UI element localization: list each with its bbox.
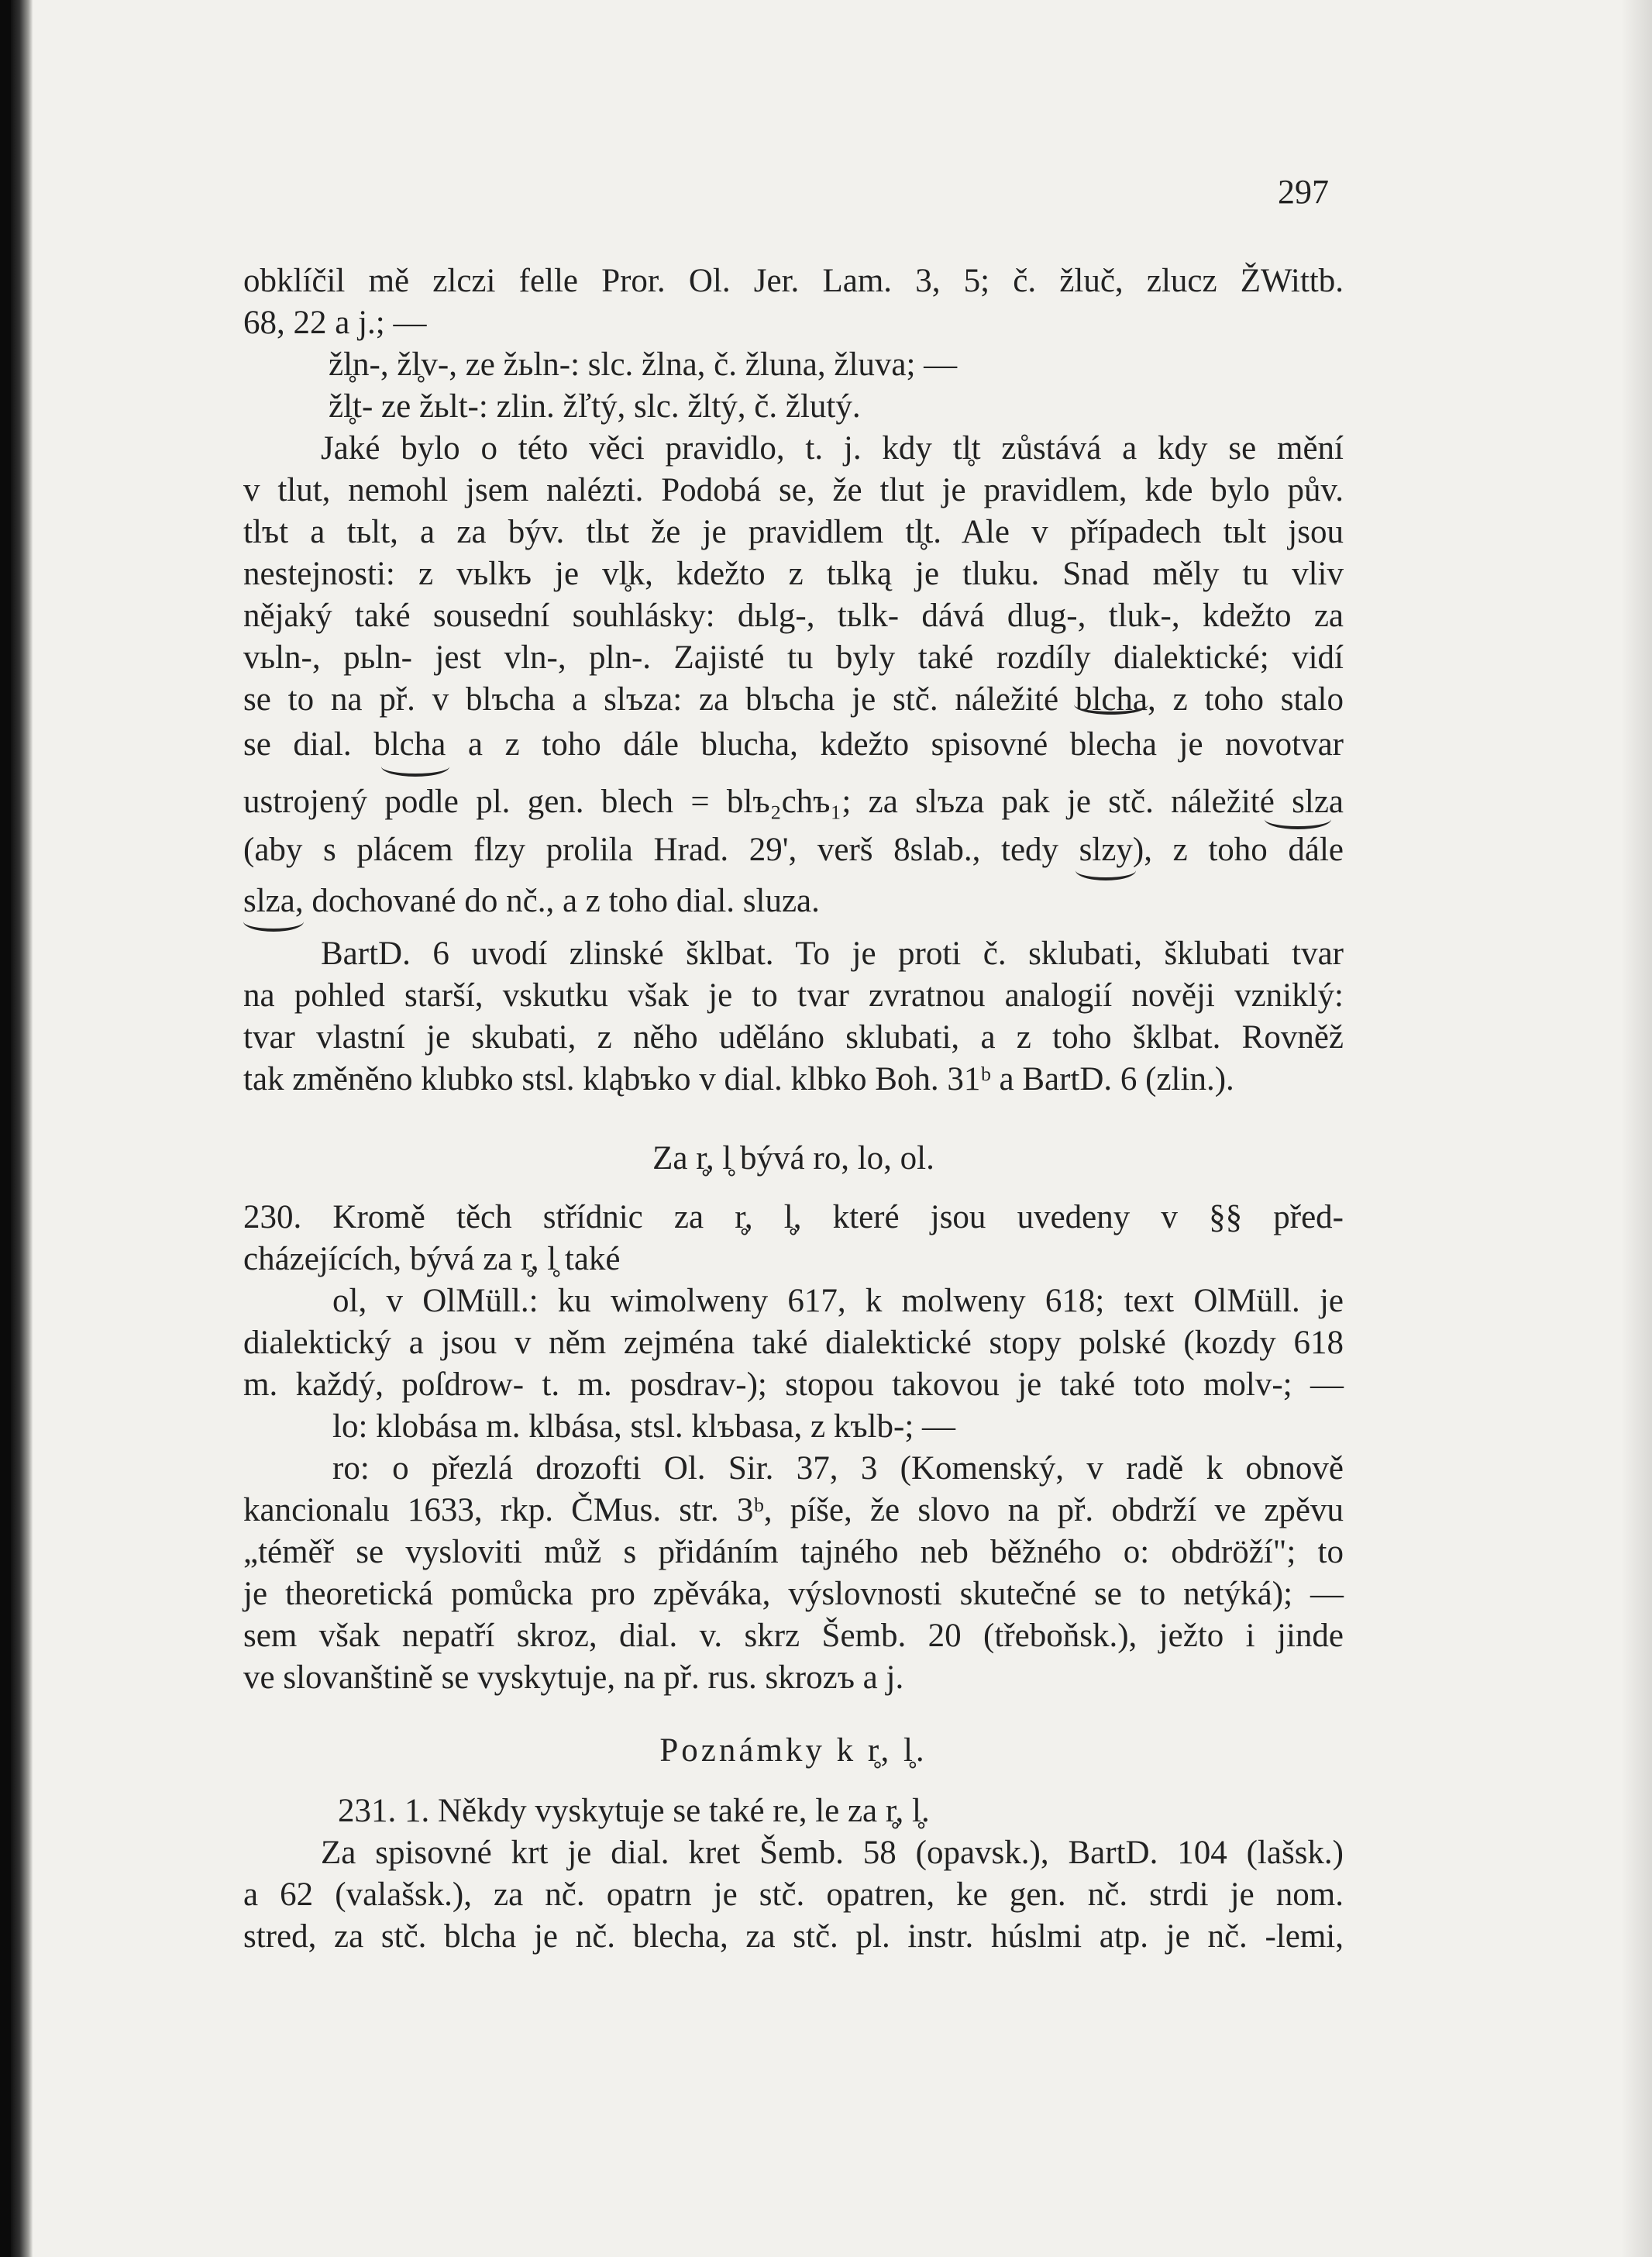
text-line: 231. 1. Někdy vyskytuje se také re, le za r̥, l̥. bbox=[338, 1793, 930, 1829]
text-line: 230. Kromě těch střídnic za r̥, l̥, které jsou uvedeny v §§ před- bbox=[243, 1199, 1344, 1235]
text-line: ve slovanštině se vyskytuje, na př. rus. skrozъ a j. bbox=[243, 1659, 904, 1696]
page-edge-shadow bbox=[1621, 0, 1652, 2257]
binding-shadow bbox=[11, 0, 33, 2257]
text-line: lo: klobása m. klbása, stsl. klъbasa, z kъlb-; — bbox=[332, 1408, 956, 1445]
text-line: ol, v OlMüll.: ku wimolweny 617, k molweny 618; text OlMüll. je bbox=[332, 1283, 1344, 1319]
text-line: žl̥t- ze žьlt-: zlin. žľtý, slc. žltý, č. žlutý. bbox=[329, 388, 861, 425]
text-line: nějaký také sousední souhlásky: dьlg-, tьlk- dává dlug-, tluk-, kdežto za bbox=[243, 598, 1344, 634]
text-line: žl̥n-, žl̥v-, ze žьln-: slc. žlna, č. žluna, žluva; — bbox=[329, 346, 958, 383]
arc-mark bbox=[381, 756, 449, 777]
arc-mark bbox=[1074, 694, 1148, 715]
text-line: m. každý, poſdrow- t. m. posdrav-); stopou takovou je také toto molv-; — bbox=[243, 1366, 1344, 1403]
text-line: v tlut, nemohl jsem nalézti. Podobá se, že tlut je pravidlem, kde bylo pův. bbox=[243, 472, 1344, 508]
text-line: ro: o přezlá drozofti Ol. Sir. 37, 3 (Komenský, v radě k obnově bbox=[332, 1450, 1344, 1487]
text-line: tvar vlastní je skubati, z něho uděláno sklubati, a z toho šklbat. Rovněž bbox=[243, 1019, 1344, 1056]
text-line: vьln-, pьln- jest vln-, pln-. Zajisté tu byly také rozdíly dialektické; vidí bbox=[243, 639, 1344, 676]
paragraph-231 bbox=[243, 1790, 1344, 1958]
text-line: obklíčil mě zlczi felle Pror. Ol. Jer. Lam. 3, 5; č. žluč, zlucz ŽWittb. bbox=[243, 263, 1344, 299]
text-line: Za spisovné krt je dial. kret Šemb. 58 (opavsk.), BartD. 104 (lašsk.) bbox=[321, 1835, 1344, 1871]
arc-mark bbox=[1265, 809, 1331, 829]
text-line: ustrojený podle pl. gen. blech = blъ₂chъ₁; za slъza pak je stč. náležité slza bbox=[243, 784, 1344, 820]
text-line: sem však nepatří skroz, dial. v. skrz Šemb. 20 (třeboňsk.), ježto i jinde bbox=[243, 1618, 1344, 1654]
text-line: dialektický a jsou v něm zejména také dialektické stopy polské (kozdy 618 bbox=[243, 1325, 1344, 1361]
text-line: „téměř se vysloviti můž s přidáním tajného neb běžného o: obdröží"; to bbox=[243, 1534, 1344, 1570]
paragraph-slza bbox=[243, 880, 1344, 922]
page-number: 297 bbox=[1278, 173, 1329, 211]
paragraph-bartd bbox=[243, 933, 1344, 1101]
text-line: kancionalu 1633, rkp. ČMus. str. 3ᵇ, píše, že slovo na př. obdrží ve zpěvu bbox=[243, 1492, 1344, 1528]
text-line: se dial. blcha a z toho dále blucha, kdežto spisovné blecha je novotvar bbox=[243, 726, 1344, 763]
text-line: slza, dochované do nč., a z toho dial. sluza. bbox=[243, 883, 820, 919]
text-line: nestejnosti: z vьlkъ je vl̥k, kdežto z tьlką je tluku. Snad měly tu vliv bbox=[243, 556, 1344, 592]
text-line: BartD. 6 uvodí zlinské šklbat. To je proti č. sklubati, šklubati tvar bbox=[321, 936, 1344, 972]
paragraph-ustrojeny bbox=[243, 781, 1344, 823]
text-line: se to na př. v blъcha a slъza: za blъcha je stč. náležité blcha, z toho stalo bbox=[243, 681, 1344, 718]
text-line: na pohled starší, vskutku však je to tvar zvratnou analogií nověji vzniklý: bbox=[243, 977, 1344, 1014]
section-heading: Poznámky k r̥, l̥. bbox=[659, 1732, 928, 1769]
paragraph-230 bbox=[243, 1197, 1344, 1699]
text-line: cházejících, bývá za r̥, l̥ také bbox=[243, 1241, 621, 1277]
text-line: tak změněno klubko stsl. kląbъko v dial. klbko Boh. 31ᵇ a BartD. 6 (zlin.). bbox=[243, 1061, 1234, 1097]
text-line: tlъt a tьlt, a za býv. tlьt že je pravidlem tl̥t. Ale v případech tьlt jsou bbox=[243, 514, 1344, 550]
arc-mark bbox=[243, 911, 304, 932]
section-heading: Za r̥, l̥ bývá ro, lo, ol. bbox=[652, 1140, 934, 1177]
text-line: je theoretická pomůcka pro zpěváka, výslovnosti skutečné se to netýká); — bbox=[243, 1576, 1344, 1612]
text-line: 68, 22 a j.; — bbox=[243, 305, 427, 341]
arc-mark bbox=[1076, 860, 1136, 880]
paragraph-zluc bbox=[243, 260, 1344, 721]
scanned-page bbox=[11, 0, 1652, 2257]
text-line: a 62 (valašsk.), za nč. opatrn je stč. opatren, ke gen. nč. strdi je nom. bbox=[243, 1876, 1344, 1913]
text-line: (aby s plácem flzy prolila Hrad. 29', verš 8slab., tedy slzy), z toho dále bbox=[243, 832, 1344, 868]
paragraph-aby bbox=[243, 829, 1344, 871]
text-line: Jaké bylo o této věci pravidlo, t. j. kdy tl̥t zůstává a kdy se mění bbox=[321, 430, 1344, 467]
text-line: stred, za stč. blcha je nč. blecha, za stč. pl. instr. húslmi atp. je nč. -lemi, bbox=[243, 1918, 1344, 1955]
